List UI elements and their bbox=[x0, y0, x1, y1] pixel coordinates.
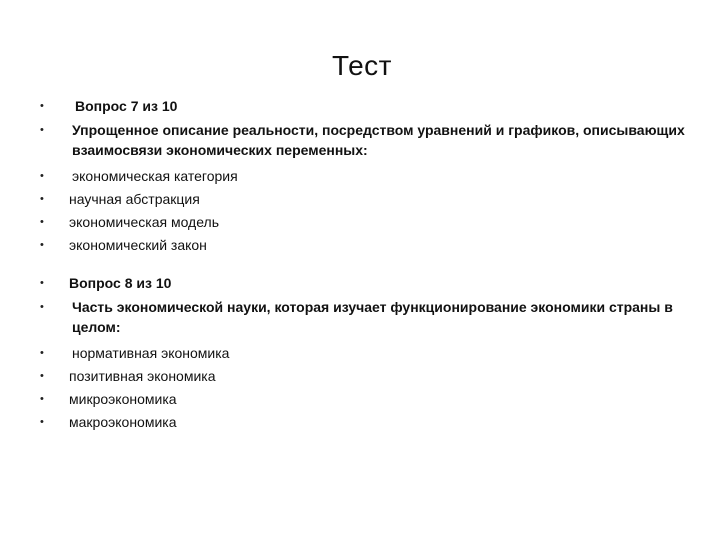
question-7-text-row bbox=[40, 118, 690, 165]
answer-option-label: позитивная экономика bbox=[69, 368, 216, 384]
question-7-block bbox=[40, 95, 690, 257]
answer-option[interactable] bbox=[40, 365, 690, 388]
answer-option-label: макроэкономика bbox=[69, 414, 177, 430]
answer-option[interactable] bbox=[40, 188, 690, 211]
question-8-text-row bbox=[40, 295, 690, 342]
slide-title: Тест bbox=[332, 50, 392, 81]
bullet-icon: • bbox=[40, 347, 44, 359]
answer-option-label: экономическая модель bbox=[69, 214, 220, 230]
question-7-number: Вопрос 7 из 10 bbox=[75, 98, 178, 114]
answer-option[interactable] bbox=[40, 342, 690, 365]
bullet-icon: • bbox=[40, 239, 44, 251]
bullet-icon: • bbox=[40, 393, 44, 405]
bullet-icon: • bbox=[40, 193, 44, 205]
question-7-number-row bbox=[40, 95, 690, 118]
answer-option[interactable] bbox=[40, 165, 690, 188]
question-8-number: Вопрос 8 из 10 bbox=[69, 275, 172, 291]
answer-option[interactable] bbox=[40, 211, 690, 234]
answer-option[interactable] bbox=[40, 411, 690, 434]
bullet-icon: • bbox=[40, 100, 44, 112]
answer-option[interactable] bbox=[40, 388, 690, 411]
bullet-icon: • bbox=[40, 416, 44, 428]
answer-option-label: научная абстракция bbox=[69, 191, 200, 207]
bullet-icon: • bbox=[40, 170, 44, 182]
answer-option[interactable] bbox=[40, 234, 690, 257]
bullet-icon: • bbox=[40, 124, 44, 136]
answer-option-label: микроэкономика bbox=[69, 391, 177, 407]
question-8-block bbox=[40, 272, 690, 434]
question-7-text: Упрощенное описание реальности, посредством уравнений и графиков, описывающих взаимосвязи экономических переменных: bbox=[72, 122, 685, 158]
question-8-number-row bbox=[40, 272, 690, 295]
bullet-icon: • bbox=[40, 301, 44, 313]
bullet-icon: • bbox=[40, 216, 44, 228]
bullet-icon: • bbox=[40, 277, 44, 289]
answer-option-label: экономическая категория bbox=[72, 168, 238, 184]
answer-option-label: экономический закон bbox=[69, 237, 207, 253]
answer-option-label: нормативная экономика bbox=[72, 345, 230, 361]
bullet-icon: • bbox=[40, 370, 44, 382]
question-8-text: Часть экономической науки, которая изучает функционирование экономики страны в целом: bbox=[72, 299, 673, 335]
